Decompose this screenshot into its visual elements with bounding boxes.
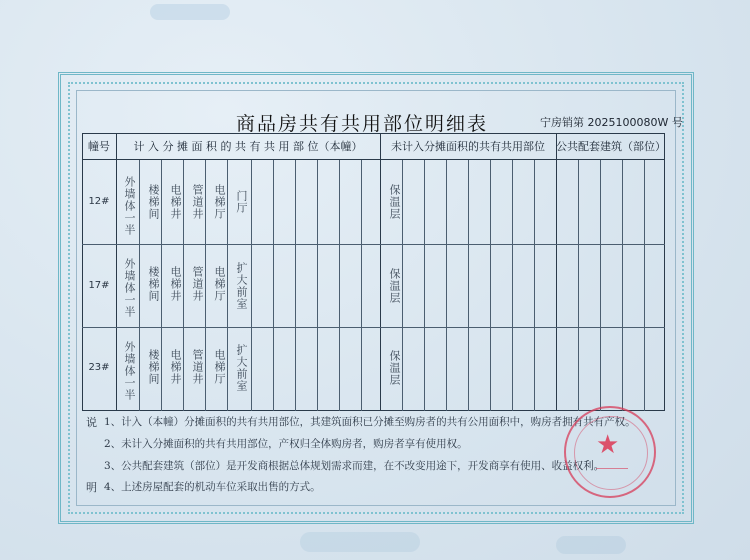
note-item: 4、上述房屋配套的机动车位采取出售的方式。 [104,481,321,493]
table-subcolumn-line [622,160,623,411]
unit-label: 17# [88,280,110,291]
table-subcolumn-line [273,160,274,411]
unit-label: 12# [88,196,110,207]
document-number: 宁房销第 2025100080W 号 [540,116,683,129]
table-subcolumn-line [424,160,425,411]
shared-part: 电梯井 [169,349,182,385]
unit-label: 23# [88,362,110,373]
shared-part: 外墙体一半 [123,176,136,236]
table-divider [116,133,117,411]
table-subcolumn-line [644,160,645,411]
document-title: 商品房共有共用部位明细表 [236,113,489,135]
shared-part: 电梯井 [169,266,182,302]
table-subcolumn-line [490,160,491,411]
background-smudge [556,536,626,554]
uncounted-part: 保温层 [388,350,401,386]
table-subcolumn-line [468,160,469,411]
row-divider [82,244,665,245]
shared-part: 楼梯间 [147,266,160,302]
table-subcolumn-line [251,160,252,411]
shared-part: 门厅 [235,190,248,214]
table-subcolumn-line [512,160,513,411]
shared-part: 楼梯间 [147,184,160,220]
header-unit: 幢号 [88,140,110,153]
table-subcolumn-line [317,160,318,411]
table-subcolumn-line [183,160,184,411]
background-smudge [150,4,230,20]
table-subcolumn-line [339,160,340,411]
note-item: 2、未计入分摊面积的共有共用部位，产权归全体购房者，购房者享有使用权。 [104,438,468,450]
seal-bottom-line [596,468,628,477]
uncounted-part: 保温层 [388,184,401,220]
table-subcolumn-line [600,160,601,411]
official-seal [564,406,656,498]
shared-part: 扩大前室 [235,262,248,310]
table-subcolumn-line [139,160,140,411]
table-subcolumn-line [361,160,362,411]
shared-part: 外墙体一半 [123,341,136,401]
note-item: 1、计入（本幢）分摊面积的共有共用部位，其建筑面积已分摊至购房者的共有公用面积中，购房者拥有共有产权。 [104,416,636,428]
shared-part: 扩大前室 [235,344,248,392]
header-shared-uncounted: 未计入分摊面积的共有共用部位 [391,140,545,153]
background-smudge [300,532,420,552]
shared-part: 楼梯间 [147,349,160,385]
shared-part: 电梯厅 [213,266,226,302]
row-divider [82,327,665,328]
table-subcolumn-line [578,160,579,411]
star-icon: ★ [596,430,620,460]
shared-part: 外墙体一半 [123,258,136,318]
table-subcolumn-line [227,160,228,411]
shared-part: 管道井 [191,184,204,220]
table-divider [556,133,557,411]
notes-label-top: 说 [86,416,97,429]
table-subcolumn-line [446,160,447,411]
note-item: 3、公共配套建筑（部位）是开发商根据总体规划需求而建，在不改变用途下，开发商享有使用、收益权利。 [104,460,605,472]
table-subcolumn-line [534,160,535,411]
header-public-facilities: 公共配套建筑（部位） [556,140,666,153]
shared-part: 管道井 [191,349,204,385]
uncounted-part: 保温层 [388,268,401,304]
shared-part: 电梯井 [169,184,182,220]
header-shared-counted: 计 入 分 摊 面 积 的 共 有 共 用 部 位（本幢） [133,140,363,153]
table-subcolumn-line [402,160,403,411]
shared-part: 管道井 [191,266,204,302]
shared-part: 电梯厅 [213,184,226,220]
table-divider [380,133,381,411]
table-subcolumn-line [295,160,296,411]
shared-part: 电梯厅 [213,349,226,385]
notes-label-bottom: 明 [86,481,97,494]
table-subcolumn-line [161,160,162,411]
table-subcolumn-line [205,160,206,411]
